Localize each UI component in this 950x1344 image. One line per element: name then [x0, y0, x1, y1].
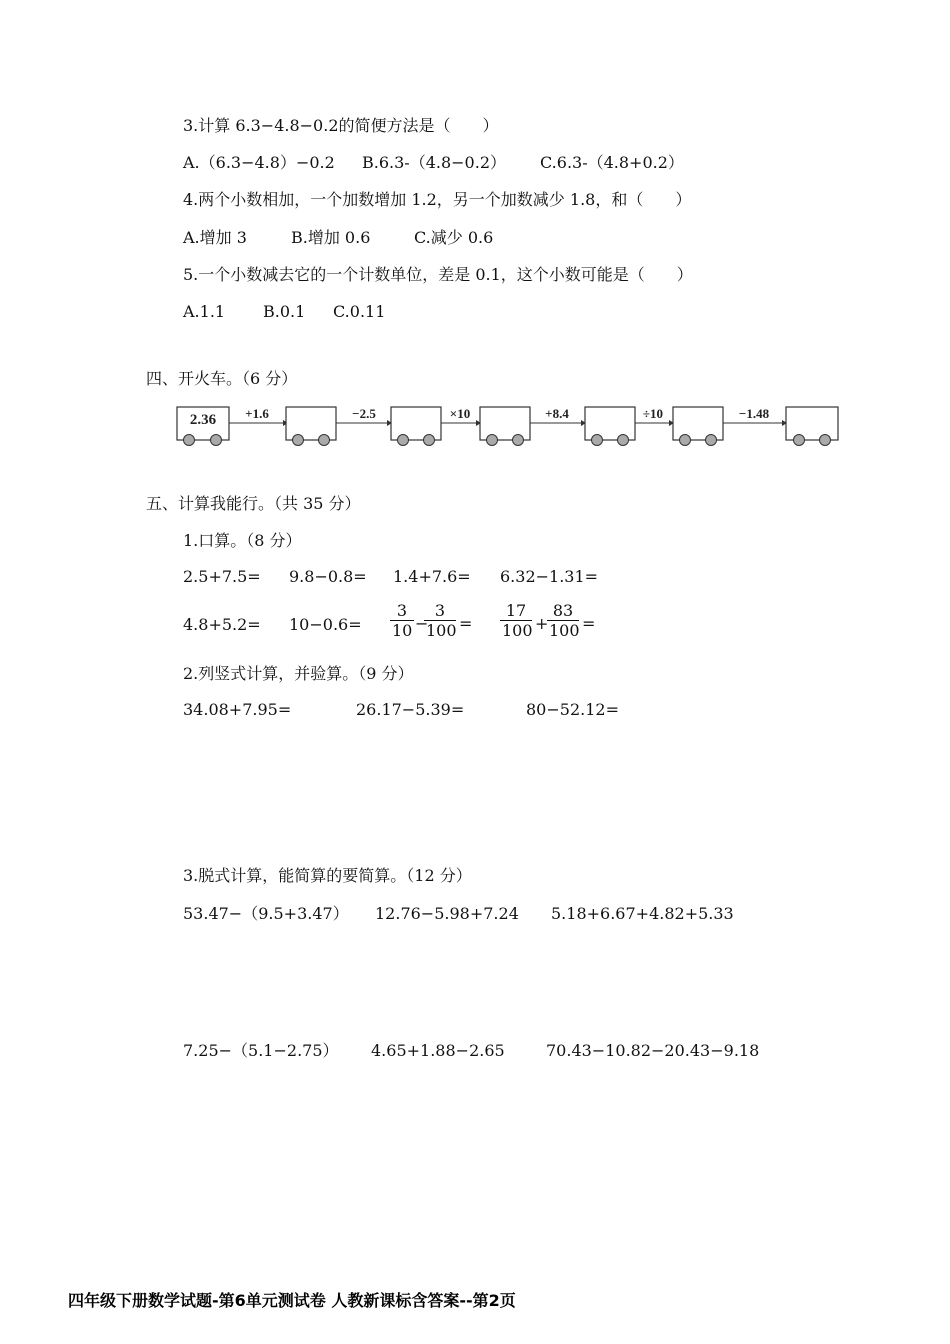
- fraction-17-100: [500, 602, 532, 641]
- page-footer: 四年级下册数学试题-第6单元测试卷 人教新课标含答案--第2页: [68, 1291, 516, 1310]
- step-calc-1: 53.47−（9.5+3.47）: [183, 904, 349, 923]
- oral-calc-4: 6.32−1.31=: [500, 567, 599, 586]
- question-3-option-a: A.（6.3−4.8）−0.2: [183, 153, 335, 172]
- fraction-83-100: [547, 602, 579, 641]
- fraction-numerator: 83: [552, 601, 574, 620]
- fraction-3-10: [390, 602, 414, 641]
- question-3-option-c: C.6.3-（4.8+0.2）: [540, 153, 684, 172]
- question-5-option-b: B.0.1: [263, 302, 306, 321]
- question-4-stem: 4.两个小数相加，一个加数增加 1.2，另一个加数减少 1.8，和（ ）: [183, 190, 692, 209]
- question-5-stem: 5.一个小数减去它的一个计数单位，差是 0.1，这个小数可能是（ ）: [183, 265, 693, 284]
- section-4-title: 四、开火车。（6 分）: [146, 369, 298, 388]
- oral-calc-2: 9.8−0.8=: [289, 567, 367, 586]
- part-1-title: 1.口算。（8 分）: [183, 531, 302, 550]
- fraction-numerator: 17: [505, 601, 527, 620]
- vertical-calc-1: 34.08+7.95=: [183, 700, 292, 719]
- train-car-5: [585, 407, 635, 446]
- oral-calc-6: 10−0.6=: [289, 615, 362, 634]
- step-calc-3: 5.18+6.67+4.82+5.33: [551, 904, 734, 923]
- train-car-3: [391, 407, 441, 446]
- step-calc-5: 4.65+1.88−2.65: [371, 1041, 505, 1060]
- fraction-denominator: 100: [426, 621, 457, 640]
- oral-calc-3: 1.4+7.6=: [393, 567, 471, 586]
- question-4-option-b: B.增加 0.6: [291, 228, 371, 247]
- train-car-4: [480, 407, 530, 446]
- fraction-3-100: [424, 602, 456, 641]
- question-5-option-c: C.0.11: [333, 302, 386, 321]
- vertical-calc-2: 26.17−5.39=: [356, 700, 465, 719]
- train-operation-3: ×10: [449, 406, 471, 421]
- question-4-option-a: A.增加 3: [183, 228, 247, 247]
- question-4-option-c: C.减少 0.6: [414, 228, 494, 247]
- train-car-6: [673, 407, 723, 446]
- train-car-2: [286, 407, 336, 446]
- step-calc-2: 12.76−5.98+7.24: [375, 904, 519, 923]
- question-5-option-a: A.1.1: [183, 302, 226, 321]
- part-2-title: 2.列竖式计算，并验算。（9 分）: [183, 664, 414, 683]
- fraction-denominator: 100: [502, 621, 533, 640]
- train-operation-1: +1.6: [245, 406, 269, 421]
- fraction-numerator: 3: [434, 601, 446, 620]
- fraction-equals: =: [582, 614, 596, 633]
- step-calc-4: 7.25−（5.1−2.75）: [183, 1041, 339, 1060]
- vertical-calc-3: 80−52.12=: [526, 700, 619, 719]
- train-start-value: 2.36: [189, 412, 217, 428]
- step-calc-6: 70.43−10.82−20.43−9.18: [546, 1041, 760, 1060]
- train-car-7: [786, 407, 838, 446]
- train-operation-6: −1.48: [738, 406, 770, 421]
- fraction-operator: −: [415, 614, 429, 633]
- question-3-stem: 3.计算 6.3−4.8−0.2的简便方法是（ ）: [183, 116, 499, 135]
- train-operation-4: +8.4: [545, 406, 569, 421]
- fraction-equals: =: [459, 614, 473, 633]
- section-5-title: 五、计算我能行。（共 35 分）: [146, 494, 361, 513]
- train-operation-2: −2.5: [352, 406, 376, 421]
- oral-calc-5: 4.8+5.2=: [183, 615, 261, 634]
- fraction-denominator: 10: [392, 621, 413, 640]
- oral-calc-1: 2.5+7.5=: [183, 567, 261, 586]
- train-car-1: [177, 407, 229, 446]
- part-3-title: 3.脱式计算，能简算的要简算。（12 分）: [183, 866, 472, 885]
- fraction-operator: +: [535, 614, 549, 633]
- fraction-denominator: 100: [549, 621, 580, 640]
- train-operation-5: ÷10: [642, 406, 664, 421]
- train-diagram: [176, 402, 840, 452]
- fraction-numerator: 3: [396, 601, 408, 620]
- question-3-option-b: B.6.3-（4.8−0.2）: [362, 153, 506, 172]
